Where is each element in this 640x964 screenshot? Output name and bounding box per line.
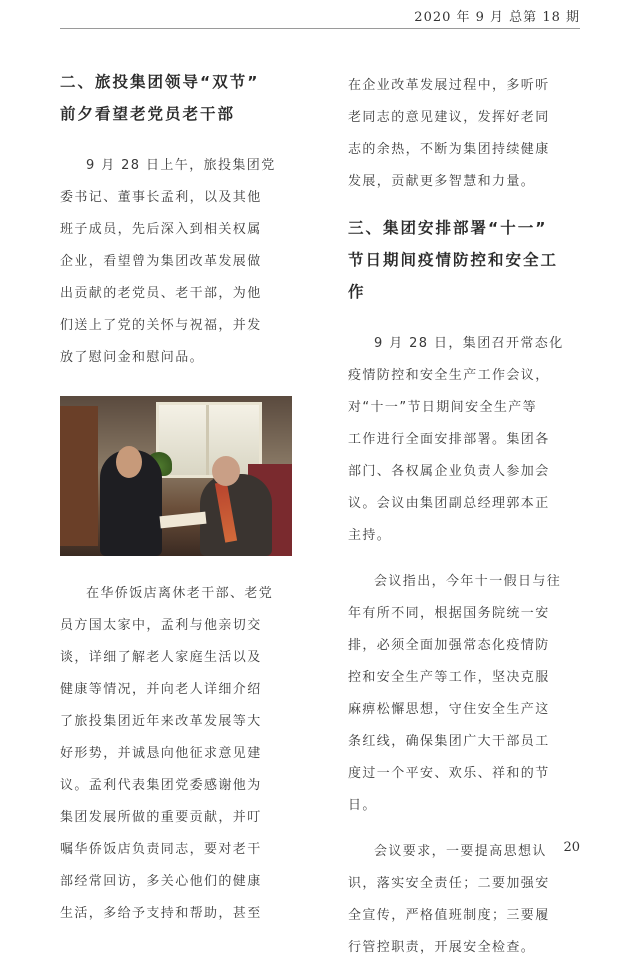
paragraph-meeting-points: 会议指出，今年十一假日与往 年有所不同，根据国务院统一安 排，必须全面加强常态化疫情防 控和安全生产等工作，坚决克服 麻痹松懈思想，守住安全生产这 条红线，确保集团广大干部员工 度过一个平安、欢乐、祥和的节 日。 (348, 574, 562, 813)
section3-heading (348, 212, 580, 308)
paragraph-home-visit-continued: 在企业改革发展过程中，多听听 老同志的意见建议，发挥好老同 志的余热，不断为集团持续健康 发展，贡献更多智慧和力量。 (348, 78, 550, 189)
paragraph-meeting: 9 月 28 日，集团召开常态化 疫情防控和安全生产工作会议， 对“十一”节日期间安全生产等 工作进行全面安排部署。集团各 部门、各权属企业负责人参加会 议。会议由集团副总经理郭本正 主持。 (348, 336, 564, 543)
heading-line: 节日期间疫情防控和安全工 (348, 251, 559, 269)
paragraph-home-visit: 在华侨饭店离休老干部、老党 员方国太家中，孟利与他亲切交 谈，详细了解老人家庭生活以及 健康等情况，并向老人详细介绍 了旅投集团近年来改革发展等大 好形势，并诚恳向他征求意见建 议。孟利代表集团党委感谢他为 集团发展所做的重要贡献，并叮 嘱华侨饭店负责同志，要对老干 部经常回访，多关心他们的健康 生活，多给予支持和帮助，甚至 (60, 586, 274, 921)
heading-line: 作 (348, 283, 366, 301)
heading-line: 二、旅投集团领导“双节” (60, 73, 260, 91)
header-rule (60, 28, 580, 29)
heading-line: 前夕看望老党员老干部 (60, 105, 236, 123)
page-number: 20 (563, 840, 580, 855)
paragraph-meeting-requirements: 会议要求，一要提高思想认 识，落实安全责任；二要加强安 全宣传，严格值班制度；三要履 行管控职责，开展安全检查。 (348, 844, 550, 955)
heading-line: 三、集团安排部署“十一” (348, 219, 548, 237)
paragraph-visit-overview: 9 月 28 日上午，旅投集团党 委书记、董事长孟利，以及其他 班子成员，先后深入到相关权属 企业，看望曾为集团改革发展做 出贡献的老党员、老干部，为他 们送上了党的关怀与祝福，并发 放了慰问金和慰问品。 (60, 158, 276, 365)
left-column (60, 66, 292, 930)
right-column (348, 70, 580, 964)
visit-photo (60, 396, 292, 556)
photo-elder (200, 474, 272, 556)
section2-heading (60, 66, 292, 130)
photo-shelf (60, 406, 98, 546)
photo-elder-head (212, 456, 240, 486)
photo-visitor-head (116, 446, 142, 478)
issue-line: 2020 年 9 月 总第 18 期 (414, 10, 580, 25)
